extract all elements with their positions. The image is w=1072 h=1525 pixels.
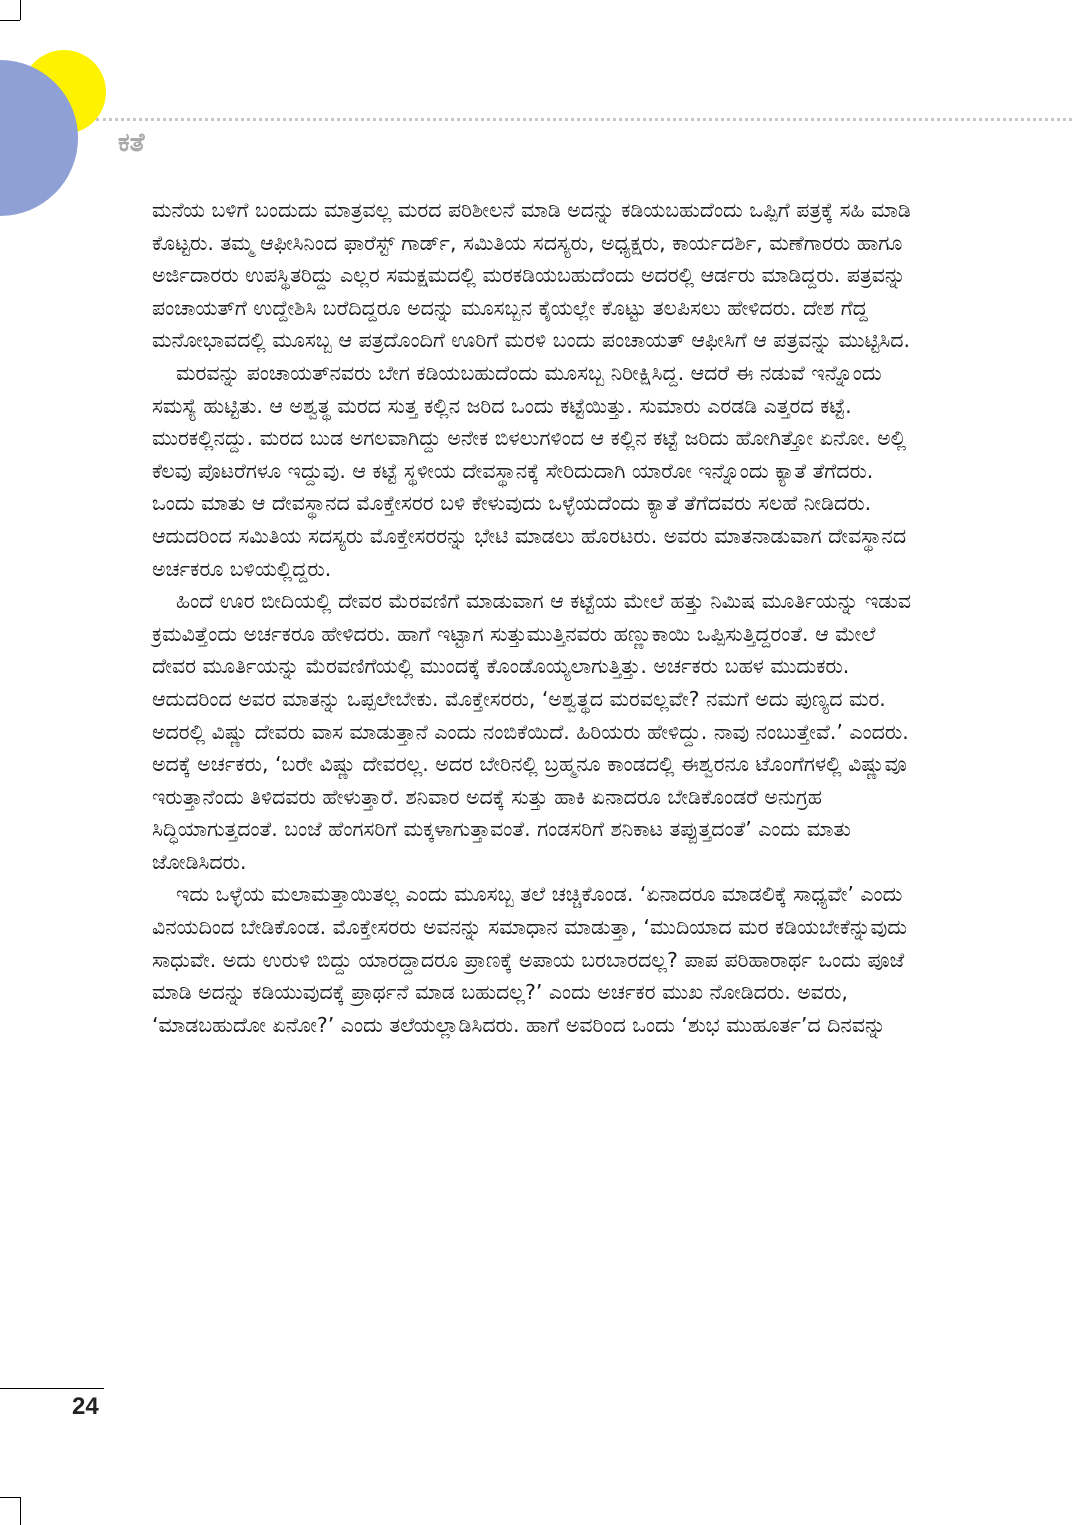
page-number: 24 [72,1393,99,1420]
crop-mark-top-left-horizontal [0,20,20,21]
story-body [152,194,912,1041]
paragraph: ಮರವನ್ನು ಪಂಚಾಯತ್‌ನವರು ಬೇಗ ಕಡಿಯಬಹುದೆಂದು ಮೂಸಬ್ಬ ನಿರೀಕ್ಷಿಸಿದ್ದ. ಆದರೆ ಈ ನಡುವೆ ಇನ್ನೊಂದು ಸಮಸ್ಯೆ ಹುಟ್ಟಿತು. ಆ ಅಶ್ವತ್ಥ ಮರದ ಸುತ್ತ ಕಲ್ಲಿನ ಜರಿದ ಒಂದು ಕಟ್ಟೆಯಿತ್ತು. ಸುಮಾರು ಎರಡಡಿ ಎತ್ತರದ ಕಟ್ಟೆ. ಮುರಕಲ್ಲಿನದ್ದು. ಮರದ ಬುಡ ಅಗಲವಾಗಿದ್ದು ಅನೇಕ ಬಿಳಲುಗಳಿಂದ ಆ ಕಲ್ಲಿನ ಕಟ್ಟೆ ಜರಿದು ಹೋಗಿತ್ತೋ ಏನೋ. ಅಲ್ಲಿ ಕೆಲವು ಪೊಟರೆಗಳೂ ಇದ್ದುವು. ಆ ಕಟ್ಟೆ ಸ್ಥಳೀಯ ದೇವಸ್ಥಾನಕ್ಕೆ ಸೇರಿದುದಾಗಿ ಯಾರೋ ಇನ್ನೊಂದು ಕ್ಯಾತೆ ತೆಗೆದರು. ಒಂದು ಮಾತು ಆ ದೇವಸ್ಥಾನದ ಮೊಕ್ತೇಸರರ ಬಳಿ ಕೇಳುವುದು ಒಳ್ಳೆಯದೆಂದು ಕ್ಯಾತೆ ತೆಗೆದವರು ಸಲಹೆ ನೀಡಿದರು. ಆದುದರಿಂದ ಸಮಿತಿಯ ಸದಸ್ಯರು ಮೊಕ್ತೇಸರರನ್ನು ಭೇಟಿ ಮಾಡಲು ಹೊರಟರು. ಅವರು ಮಾತನಾಡುವಾಗ ದೇವಸ್ಥಾನದ ಅರ್ಚಕರೂ ಬಳಿಯಲ್ಲಿದ್ದರು. [152,360,907,581]
header-dotted-rule [96,118,1072,121]
paragraph: ಮನೆಯ ಬಳಿಗೆ ಬಂದುದು ಮಾತ್ರವಲ್ಲ ಮರದ ಪರಿಶೀಲನೆ ಮಾಡಿ ಅದನ್ನು ಕಡಿಯಬಹುದೆಂದು ಒಪ್ಪಿಗೆ ಪತ್ರಕ್ಕೆ ಸಹಿ ಮಾಡಿ ಕೊಟ್ಟರು. ತಮ್ಮ ಆಫೀಸಿನಿಂದ ಫಾರೆಸ್ಟ್ ಗಾರ್ಡ್, ಸಮಿತಿಯ ಸದಸ್ಯರು, ಅಧ್ಯಕ್ಷರು, ಕಾರ್ಯದರ್ಶಿ, ಮಣೆಗಾರರು ಹಾಗೂ ಅರ್ಜಿದಾರರು ಉಪಸ್ಥಿತರಿದ್ದು ಎಲ್ಲರ ಸಮಕ್ಷಮದಲ್ಲಿ ಮರಕಡಿಯಬಹುದೆಂದು ಅದರಲ್ಲಿ ಆರ್ಡರು ಮಾಡಿದ್ದರು. ಪತ್ರವನ್ನು ಪಂಚಾಯತ್‌ಗೆ ಉದ್ದೇಶಿಸಿ ಬರೆದಿದ್ದರೂ ಅದನ್ನು ಮೂಸಬ್ಬನ ಕೈಯಲ್ಲೇ ಕೊಟ್ಟು ತಲಪಿಸಲು ಹೇಳಿದರು. ದೇಶ ಗೆದ್ದ ಮನೋಭಾವದಲ್ಲಿ ಮೂಸಬ್ಬ ಆ ಪತ್ರದೊಂದಿಗೆ ಊರಿಗೆ ಮರಳಿ ಬಂದು ಪಂಚಾಯತ್ ಆಫೀಸಿಗೆ ಆ ಪತ್ರವನ್ನು ಮುಟ್ಟಿಸಿದ. [152,198,911,353]
crop-mark-top-left-vertical [20,0,21,20]
crop-mark-bottom-left-horizontal [0,1497,20,1498]
paragraph: ಇದು ಒಳ್ಳೆಯ ಮಲಾಮತ್ತಾಯಿತಲ್ಲ ಎಂದು ಮೂಸಬ್ಬ ತಲೆ ಚಚ್ಚಿಕೊಂಡ. ‘ಏನಾದರೂ ಮಾಡಲಿಕ್ಕೆ ಸಾಧ್ಯವೇ’ ಎಂದು ವಿನಯದಿಂದ ಬೇಡಿಕೊಂಡ. ಮೊಕ್ತೇಸರರು ಅವನನ್ನು ಸಮಾಧಾನ ಮಾಡುತ್ತಾ, ‘ಮುದಿಯಾದ ಮರ ಕಡಿಯಬೇಕೆನ್ನುವುದು ಸಾಧುವೇ. ಅದು ಉರುಳಿ ಬಿದ್ದು ಯಾರದ್ದಾದರೂ ಪ್ರಾಣಕ್ಕೆ ಅಪಾಯ ಬರಬಾರದಲ್ಲ? ಪಾಪ ಪರಿಹಾರಾರ್ಥ ಒಂದು ಪೂಜೆ ಮಾಡಿ ಅದನ್ನು ಕಡಿಯುವುದಕ್ಕೆ ಪ್ರಾರ್ಥನೆ ಮಾಡ ಬಹುದಲ್ಲ?’ ಎಂದು ಅರ್ಚಕರ ಮುಖ ನೋಡಿದರು. ಅವರು, ‘ಮಾಡಬಹುದೋ ಏನೋ?’ ಎಂದು ತಲೆಯಲ್ಲಾಡಿಸಿದರು. ಹಾಗೆ ಅವರಿಂದ ಒಂದು ‘ಶುಭ ಮುಹೂರ್ತ’ದ ದಿನವನ್ನು [152,882,908,1037]
section-label: ಕತೆ [118,128,145,158]
footer-rule [0,1388,104,1389]
paragraph: ಹಿಂದೆ ಊರ ಬೀದಿಯಲ್ಲಿ ದೇವರ ಮೆರವಣಿಗೆ ಮಾಡುವಾಗ ಆ ಕಟ್ಟೆಯ ಮೇಲೆ ಹತ್ತು ನಿಮಿಷ ಮೂರ್ತಿಯನ್ನು ಇಡುವ ಕ್ರಮವಿತ್ತೆಂದು ಅರ್ಚಕರೂ ಹೇಳಿದರು. ಹಾಗೆ ಇಟ್ಟಾಗ ಸುತ್ತುಮುತ್ತಿನವರು ಹಣ್ಣುಕಾಯಿ ಒಪ್ಪಿಸುತ್ತಿದ್ದರಂತೆ. ಆ ಮೇಲೆ ದೇವರ ಮೂರ್ತಿಯನ್ನು ಮೆರವಣಿಗೆಯಲ್ಲಿ ಮುಂದಕ್ಕೆ ಕೊಂಡೊಯ್ಯಲಾಗುತ್ತಿತ್ತು. ಅರ್ಚಕರು ಬಹಳ ಮುದುಕರು. ಆದುದರಿಂದ ಅವರ ಮಾತನ್ನು ಒಪ್ಪಲೇಬೇಕು. ಮೊಕ್ತೇಸರರು, ‘ಅಶ್ವತ್ಥದ ಮರವಲ್ಲವೇ? ನಮಗೆ ಅದು ಪುಣ್ಯದ ಮರ. ಅದರಲ್ಲಿ ವಿಷ್ಣು ದೇವರು ವಾಸ ಮಾಡುತ್ತಾನೆ ಎಂದು ನಂಬಿಕೆಯಿದೆ. ಹಿರಿಯರು ಹೇಳಿದ್ದು. ನಾವು ನಂಬುತ್ತೇವೆ.’ ಎಂದರು. ಅದಕ್ಕೆ ಅರ್ಚಕರು, ‘ಬರೇ ವಿಷ್ಣು ದೇವರಲ್ಲ. ಅದರ ಬೇರಿನಲ್ಲಿ ಬ್ರಹ್ಮನೂ ಕಾಂಡದಲ್ಲಿ ಈಶ್ವರನೂ ಟೊಂಗೆಗಳಲ್ಲಿ ವಿಷ್ಣುವೂ ಇರುತ್ತಾನೆಂದು ತಿಳಿದವರು ಹೇಳುತ್ತಾರೆ. ಶನಿವಾರ ಅದಕ್ಕೆ ಸುತ್ತು ಹಾಕಿ ಏನಾದರೂ ಬೇಡಿಕೊಂಡರೆ ಅನುಗ್ರಹ ಸಿದ್ಧಿಯಾಗುತ್ತದಂತೆ. ಬಂಜೆ ಹೆಂಗಸರಿಗೆ ಮಕ್ಕಳಾಗುತ್ತಾವಂತೆ. ಗಂಡಸರಿಗೆ ಶನಿಕಾಟ ತಪ್ಪುತ್ತದಂತೆ’ ಎಂದು ಮಾತು ಜೋಡಿಸಿದರು. [152,589,912,874]
crop-mark-bottom-left-vertical [20,1497,21,1525]
